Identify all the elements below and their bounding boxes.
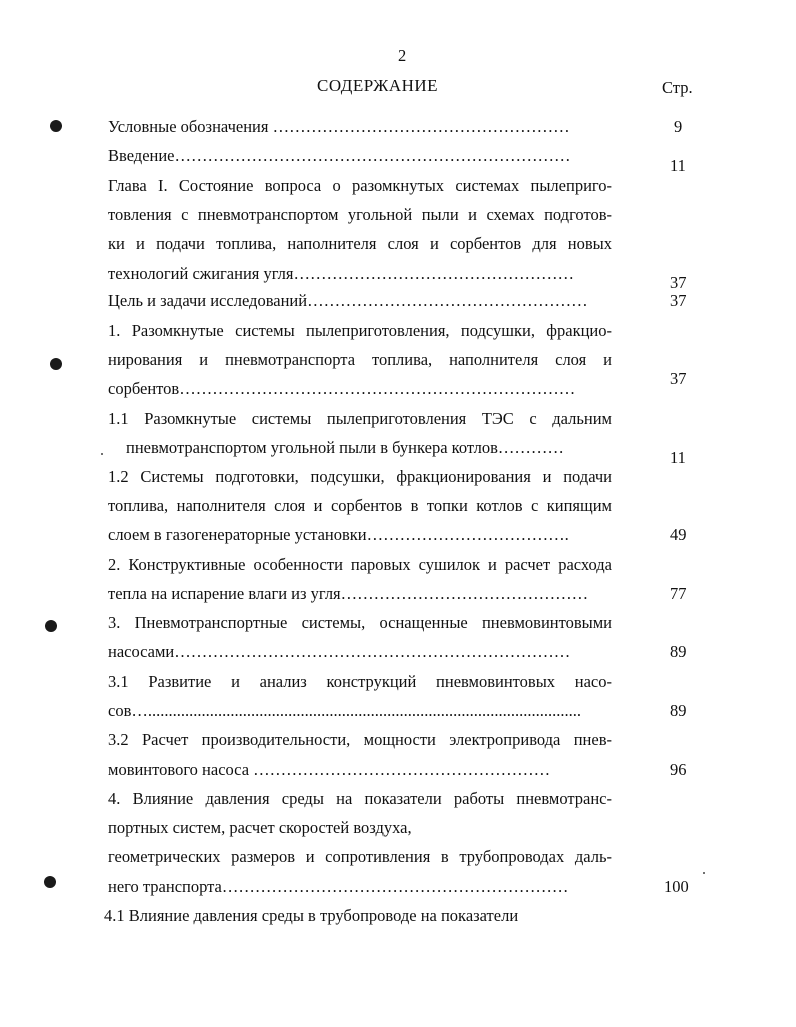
toc-entry-page: 49 xyxy=(670,525,687,544)
toc-entry-line: Введение……………………………………………………………… xyxy=(108,146,571,165)
binder-hole-mark xyxy=(44,876,56,888)
toc-entry-line: 3.1 Развитие и анализ конструкций пневмовинтовых насо- xyxy=(108,672,612,691)
toc-entry-line: сорбентов……………………………………………………………… xyxy=(108,379,576,398)
toc-entry-page: 37 xyxy=(670,273,687,292)
page-number: 2 xyxy=(398,46,407,65)
toc-entry-line: геометрических размеров и сопротивления в трубопроводах даль- xyxy=(108,847,612,866)
page-column-label: Стр. xyxy=(662,78,693,97)
toc-entry-line: ки и подачи топлива, наполнителя слоя и сорбентов для новых xyxy=(108,234,612,253)
toc-entry-page: 77 xyxy=(670,584,687,603)
binder-hole-mark xyxy=(50,120,62,132)
toc-entry-line: 1.2 Системы подготовки, подсушки, фракционирования и подачи xyxy=(108,467,612,486)
toc-entry-page: 37 xyxy=(670,291,687,310)
binder-hole-mark xyxy=(45,620,57,632)
scan-speck xyxy=(703,872,705,874)
toc-entry-line: тепла на испарение влаги из угля……………………………………… xyxy=(108,584,589,603)
toc-entry-line: нирования и пневмотранспорта топлива, наполнителя слоя и xyxy=(108,350,612,369)
toc-entry-page: 11 xyxy=(670,448,686,467)
toc-entry-page: 11 xyxy=(670,156,686,175)
toc-entry-line: него транспорта……………………………………………………… xyxy=(108,877,569,896)
toc-title: СОДЕРЖАНИЕ xyxy=(317,76,439,95)
toc-entry-line: топлива, наполнителя слоя и сорбентов в топки котлов с кипящим xyxy=(108,496,612,515)
toc-entry-line: пневмотранспортом угольной пыли в бункера котлов………… xyxy=(126,438,564,457)
toc-entry-line: 3. Пневмотранспортные системы, оснащенные пневмовинтовыми xyxy=(108,613,612,632)
toc-entry-page: 96 xyxy=(670,760,687,779)
scan-speck xyxy=(101,453,103,455)
toc-entry-line: насосами……………………………………………………………… xyxy=(108,642,571,661)
toc-entry-line: 2. Конструктивные особенности паровых сушилок и расчет расхода xyxy=(108,555,612,574)
toc-entry-line: 1. Разомкнутые системы пылеприготовления, подсушки, фракцио- xyxy=(108,321,612,340)
toc-entry-page: 9 xyxy=(674,117,683,136)
toc-entry-line: Цель и задачи исследований…………………………………………… xyxy=(108,291,588,310)
toc-entry-line: 4.1 Влияние давления среды в трубопроводе на показатели xyxy=(104,906,519,925)
toc-entry-line: Условные обозначения ……………………………………………… xyxy=(108,117,570,136)
toc-entry-line: портных систем, расчет скоростей воздуха, xyxy=(108,818,412,837)
binder-hole-mark xyxy=(50,358,62,370)
toc-entry-page: 89 xyxy=(670,642,687,661)
toc-entry-line: Глава I. Состояние вопроса о разомкнутых системах пылеприго- xyxy=(108,176,612,195)
toc-entry-line: 4. Влияние давления среды на показатели работы пневмотранс- xyxy=(108,789,612,808)
toc-entry-page: 89 xyxy=(670,701,687,720)
toc-entry-line: 1.1 Разомкнутые системы пылеприготовления ТЭС с дальним xyxy=(108,409,612,428)
toc-entry-line: сов…......................................................................................................... xyxy=(108,701,581,720)
toc-entry-line: мовинтового насоса ……………………………………………… xyxy=(108,760,551,779)
toc-entry-line: технологий сжигания угля…………………………………………… xyxy=(108,264,574,283)
toc-entry-line: слоем в газогенераторные установки………………………………. xyxy=(108,525,569,544)
toc-entry-line: 3.2 Расчет производительности, мощности электропривода пнев- xyxy=(108,730,612,749)
toc-entry-page: 37 xyxy=(670,369,687,388)
toc-entry-page: 100 xyxy=(664,877,689,896)
toc-entry-line: товления с пневмотранспортом угольной пыли и схемах подготов- xyxy=(108,205,612,224)
